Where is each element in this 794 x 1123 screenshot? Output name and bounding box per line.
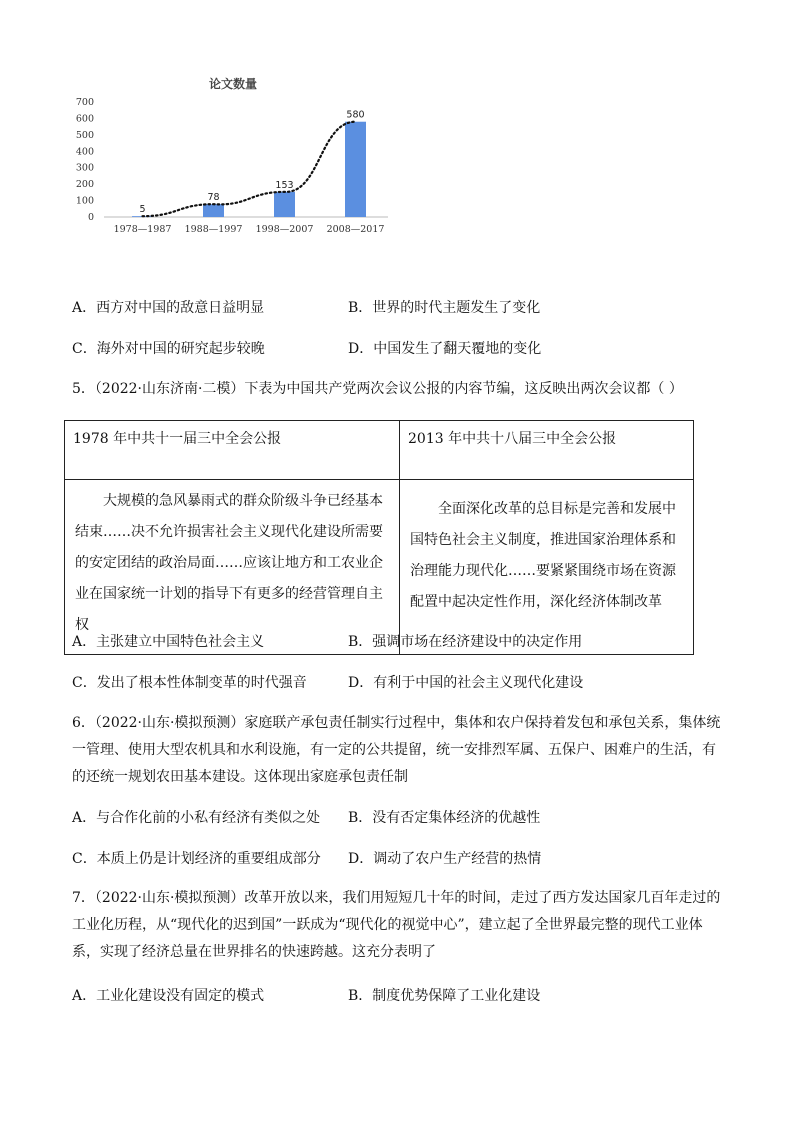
q5-option-a[interactable]: A．主张建立中国特色社会主义 — [72, 634, 265, 650]
q4-option-d[interactable]: D．中国发生了翻天覆地的变化 — [348, 341, 542, 357]
bar-chart-svg — [68, 70, 398, 245]
data-label: 5 — [139, 204, 146, 216]
category-label: 2008—2017 — [326, 224, 385, 235]
q4-option-b[interactable]: B．世界的时代主题发生了变化 — [348, 300, 541, 316]
q7-option-b[interactable]: B．制度优势保障了工业化建设 — [348, 988, 541, 1004]
table-cell-1978-text: 大规模的急风暴雨式的群众阶级斗争已经基本结束……决不允许损害社会主义现代化建设所需要的安定团结的政治局面……应该让地方和工农业企业在国家统一计划的指导下有更多的经营管理自主权 — [65, 480, 400, 655]
bar — [203, 204, 224, 217]
data-label: 580 — [346, 109, 365, 121]
q7-option-a[interactable]: A．工业化建设没有固定的模式 — [72, 988, 265, 1004]
q5-option-b[interactable]: B．强调市场在经济建设中的决定作用 — [348, 634, 583, 650]
table-header-1978: 1978 年中共十一届三中全会公报 — [65, 421, 400, 480]
data-label: 153 — [275, 179, 294, 191]
q6-stem: 6．（2022·山东·模拟预测）家庭联产承包责任制实行过程中，集体和农户保持着发包和承包关系，集体统一管理、使用大型农机具和水利设施，有一定的公共提留，统一安排烈军属、五保户、困难户的生活，有的还统一规划农田基本建设。这体现出家庭承包责任制 — [72, 715, 721, 785]
data-label: 78 — [207, 192, 220, 204]
y-tick-label: 100 — [75, 195, 94, 207]
chart-title: 论文数量 — [208, 77, 258, 91]
q5-stem: 5．（2022·山东济南·二模）下表为中国共产党两次会议公报的内容节编，这反映出两次会议都（ ） — [72, 381, 683, 397]
q4-option-a[interactable]: A．西方对中国的敌意日益明显 — [72, 300, 265, 316]
y-tick-label: 700 — [75, 97, 94, 108]
q5-option-c[interactable]: C．发出了根本性体制变革的时代强音 — [72, 675, 307, 691]
y-tick-label: 400 — [75, 146, 94, 158]
trendline — [143, 122, 356, 216]
y-tick-label: 600 — [75, 113, 94, 125]
y-tick-label: 0 — [87, 212, 94, 223]
q6-option-d[interactable]: D．调动了农户生产经营的热情 — [348, 851, 542, 867]
q5-comparison-table — [64, 420, 694, 655]
bar — [274, 192, 295, 217]
q4-option-c[interactable]: C．海外对中国的研究起步较晚 — [72, 341, 265, 357]
q6-option-a[interactable]: A．与合作化前的小私有经济有类似之处 — [72, 810, 321, 826]
y-tick-label: 500 — [75, 129, 94, 141]
q7-stem: 7．（2022·山东·模拟预测）改革开放以来，我们用短短几十年的时间，走过了西方发达国家几百年走过的工业化历程，从“现代化的迟到国”一跃成为“现代化的视觉中心”，建立起了全世界最完整的现代工业体系，实现了经济总量在世界排名的快速跨越。这充分表明了 — [72, 890, 721, 960]
category-label: 1988—1997 — [184, 224, 243, 235]
paper-count-chart — [68, 70, 398, 245]
q5-option-d[interactable]: D．有利于中国的社会主义现代化建设 — [348, 675, 584, 691]
category-label: 1978—1987 — [113, 224, 172, 235]
q6-option-c[interactable]: C．本质上仍是计划经济的重要组成部分 — [72, 851, 321, 867]
y-tick-label: 300 — [75, 162, 94, 174]
bar — [345, 122, 366, 217]
q6-option-b[interactable]: B．没有否定集体经济的优越性 — [348, 810, 541, 826]
category-label: 1998—2007 — [255, 224, 314, 235]
table-cell-2013-text: 全面深化改革的总目标是完善和发展中国特色社会主义制度，推进国家治理体系和治理能力现代化……要紧紧围绕市场在资源配置中起决定性作用，深化经济体制改革 — [400, 480, 694, 655]
y-tick-label: 200 — [75, 179, 94, 191]
table-header-2013: 2013 年中共十八届三中全会公报 — [400, 421, 694, 480]
